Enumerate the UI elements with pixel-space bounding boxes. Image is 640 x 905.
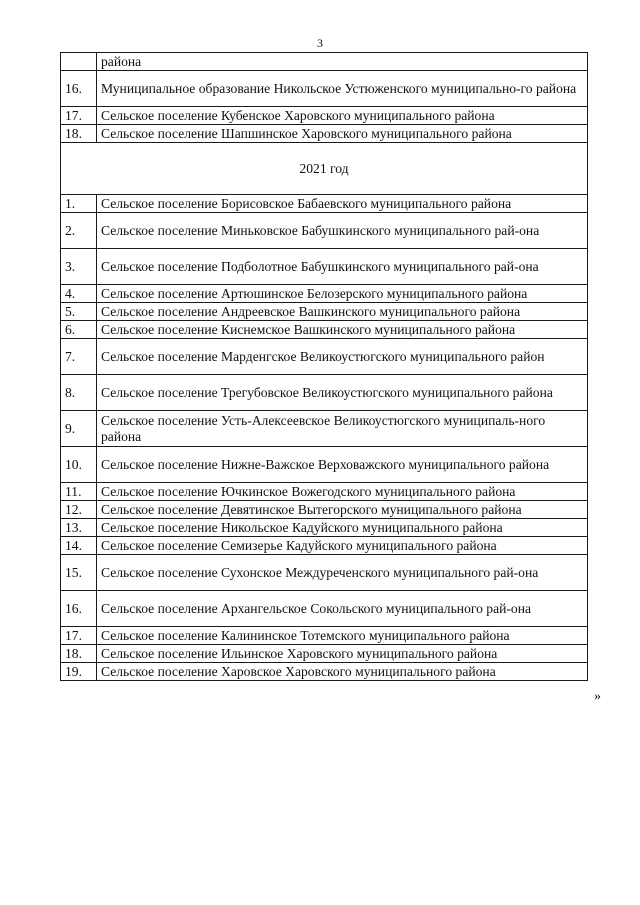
municipality-name: Сельское поселение Харовское Харовского муниципального района [97,663,588,681]
table-row [61,411,588,447]
table-row [61,537,588,555]
row-number: 3. [61,249,97,285]
page-number: 3 [317,36,323,50]
table-row [61,483,588,501]
row-number: 7. [61,339,97,375]
row-number: 17. [61,107,97,125]
municipality-name: Сельское поселение Борисовское Бабаевского муниципального района [97,195,588,213]
row-number: 5. [61,303,97,321]
municipality-name: Муниципальное образование Никольское Устюженского муниципально-го района [97,71,588,107]
municipality-name: Сельское поселение Архангельское Сокольского муниципального рай-она [97,591,588,627]
table-row [61,107,588,125]
table-row [61,321,588,339]
row-number: 15. [61,555,97,591]
municipality-name: Сельское поселение Киснемское Вашкинского муниципального района [97,321,588,339]
row-number: 2. [61,213,97,249]
table-row [61,125,588,143]
rows-before-section [61,53,588,143]
municipality-name: Сельское поселение Кубенское Харовского муниципального района [97,107,588,125]
row-number: 6. [61,321,97,339]
row-number: 17. [61,627,97,645]
table-row [61,303,588,321]
year-heading: 2021 год [61,143,588,195]
municipality-name: Сельское поселение Трегубовское Великоустюгского муниципального района [97,375,588,411]
row-number: 18. [61,125,97,143]
row-number: 14. [61,537,97,555]
table-row [61,195,588,213]
row-number: 12. [61,501,97,519]
row-number: 16. [61,71,97,107]
row-number: 9. [61,411,97,447]
table-row [61,249,588,285]
municipality-name: Сельское поселение Никольское Кадуйского муниципального района [97,519,588,537]
municipality-name: Сельское поселение Усть-Алексеевское Великоустюгского муниципаль-ного района [97,411,588,447]
municipality-name: Сельское поселение Подболотное Бабушкинского муниципального рай-она [97,249,588,285]
municipality-name: Сельское поселение Сухонское Междуреченского муниципального рай-она [97,555,588,591]
row-number: 13. [61,519,97,537]
municipality-name: Сельское поселение Андреевское Вашкинского муниципального района [97,303,588,321]
table-row [61,285,588,303]
municipality-name: Сельское поселение Артюшинское Белозерского муниципального района [97,285,588,303]
municipality-name: района [97,53,588,71]
municipality-name: Сельское поселение Миньковское Бабушкинского муниципального рай-она [97,213,588,249]
table-row [61,555,588,591]
row-number [61,53,97,71]
municipality-name: Сельское поселение Калининское Тотемского муниципального района [97,627,588,645]
row-number: 1. [61,195,97,213]
municipality-name: Сельское поселение Ючкинское Вожегодского муниципального района [97,483,588,501]
row-number: 10. [61,447,97,483]
municipalities-table [60,52,588,681]
table-row [61,645,588,663]
row-number: 8. [61,375,97,411]
table-row [61,591,588,627]
year-section [61,143,588,195]
rows-2021-section [61,195,588,681]
row-number: 11. [61,483,97,501]
row-number: 18. [61,645,97,663]
municipality-name: Сельское поселение Шапшинское Харовского муниципального района [97,125,588,143]
municipality-name: Сельское поселение Семизерье Кадуйского муниципального района [97,537,588,555]
table-row [61,519,588,537]
municipality-name: Сельское поселение Ильинское Харовского муниципального района [97,645,588,663]
table-row [61,447,588,483]
table-row [61,663,588,681]
municipality-name: Сельское поселение Марденгское Великоустюгского муниципального район [97,339,588,375]
closing-quote: » [594,689,601,704]
municipality-name: Сельское поселение Нижне-Важское Верховажского муниципального района [97,447,588,483]
table-row [61,501,588,519]
row-number: 16. [61,591,97,627]
table-row [61,375,588,411]
table-row [61,339,588,375]
table-row [61,53,588,71]
table-row [61,213,588,249]
row-number: 19. [61,663,97,681]
table-row [61,627,588,645]
municipality-name: Сельское поселение Девятинское Вытегорского муниципального района [97,501,588,519]
table-row [61,71,588,107]
year-heading-row [61,143,588,195]
row-number: 4. [61,285,97,303]
